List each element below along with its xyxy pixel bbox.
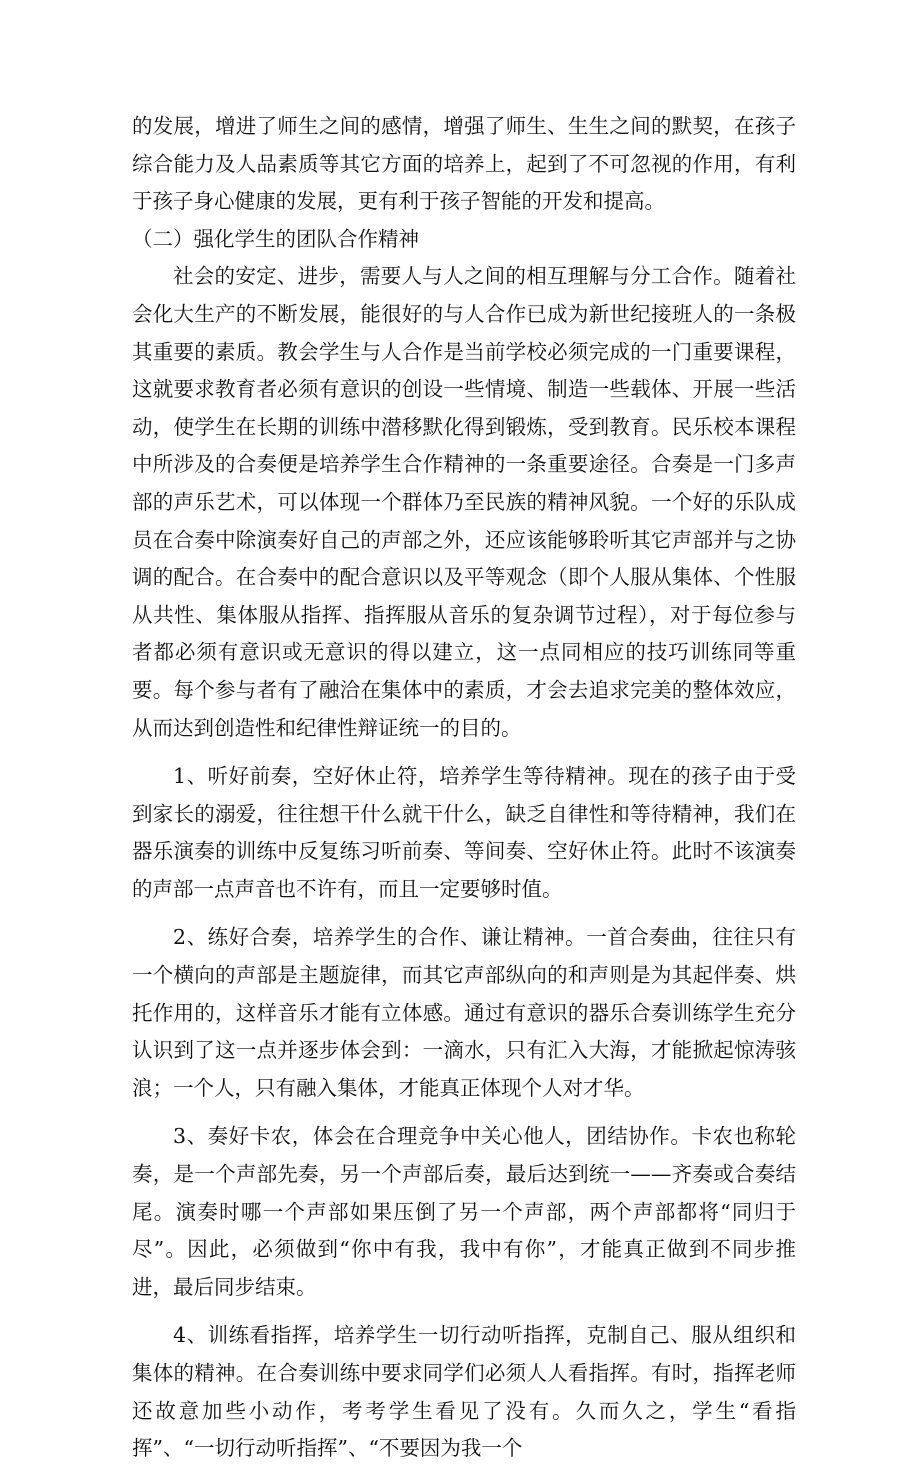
paragraph-item-1: 1、听好前奏，空好休止符，培养学生等待精神。现在的孩子由于受到家长的溺爱，往往想干什么就干什么，缺乏自律性和等待精神，我们在器乐演奏的训练中反复练习听前奏、等间奏、空好休止符。此时不该演奏的声部一点声音也不许有，而且一定要够时值。 <box>132 764 796 901</box>
paragraph-item-3: 3、奏好卡农，体会在合理竞争中关心他人，团结协作。卡农也称轮奏，是一个声部先奏，另一个声部后奏，最后达到统一——齐奏或合奏结尾。演奏时哪一个声部如果压倒了另一个声部，两个声部都将“同归于尽”。因此，必须做到“你中有我，我中有你”，才能真正做到不同步推进，最后同步结束。 <box>132 1124 796 1299</box>
document-page <box>132 108 796 1468</box>
section-heading: （二）强化学生的团队合作精神 <box>132 226 419 251</box>
paragraph-continuation: 的发展，增进了师生之间的感情，增强了师生、生生之间的默契，在孩子综合能力及人品素质等其它方面的培养上，起到了不可忽视的作用，有利于孩子身心健康的发展，更有利于孩子智能的开发和提高。 <box>132 114 796 214</box>
paragraph-item-4: 4、训练看指挥，培养学生一切行动听指挥，克制自己、服从组织和集体的精神。在合奏训练中要求同学们必须人人看指挥。有时，指挥老师还故意加些小动作，考考学生看见了没有。久而久之，学生“看指挥”、“一切行动听指挥”、“不要因为我一个 <box>132 1323 796 1461</box>
paragraph-item-2: 2、练好合奏，培养学生的合作、谦让精神。一首合奏曲，往往只有一个横向的声部是主题旋律，而其它声部纵向的和声则是为其起伴奏、烘托作用的，这样音乐才能有立体感。通过有意识的器乐合奏训练学生充分认识到了这一点并逐步体会到：一滴水，只有汇入大海，才能掀起惊涛骇浪；一个人，只有融入集体，才能真正体现个人对才华。 <box>132 925 796 1100</box>
paragraph-teamwork-intro: 社会的安定、进步，需要人与人之间的相互理解与分工合作。随着社会化大生产的不断发展，能很好的与人合作已成为新世纪接班人的一条极其重要的素质。教会学生与人合作是当前学校必须完成的一门重要课程，这就要求教育者必须有意识的创设一些情境、制造一些载体、开展一些活动，使学生在长期的训练中潜移默化得到锻炼，受到教育。民乐校本课程中所涉及的合奏便是培养学生合作精神的一条重要途径。合奏是一门多声部的声乐艺术，可以体现一个群体乃至民族的精神风貌。一个好的乐队成员在合奏中除演奏好自己的声部之外，还应该能够聆听其它声部并与之协调的配合。在合奏中的配合意识以及平等观念（即个人服从集体、个性服从共性、集体服从指挥、指挥服从音乐的复杂调节过程），对于每位参与者都必须有意识或无意识的得以建立，这一点同相应的技巧训练同等重要。每个参与者有了融洽在集体中的素质，才会去追求完美的整体效应，从而达到创造性和纪律性辩证统一的目的。 <box>132 264 796 740</box>
